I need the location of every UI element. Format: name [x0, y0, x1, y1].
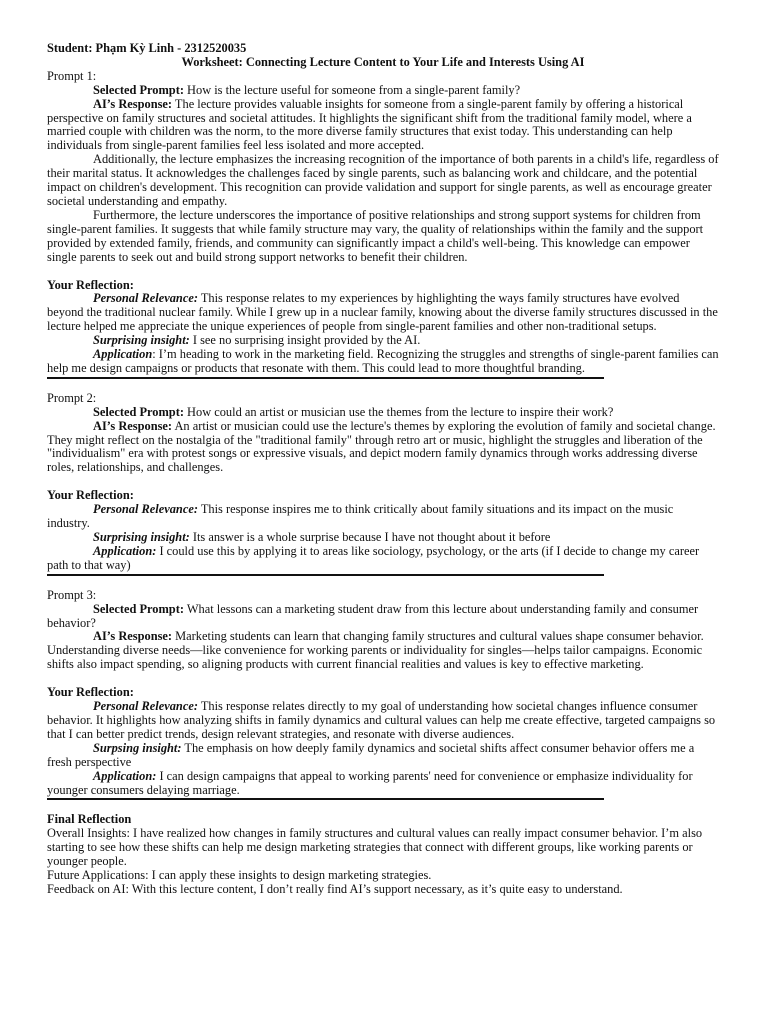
selected-prompt-label: Selected Prompt: [93, 404, 184, 419]
personal-relevance-text: This response relates to my experiences by highlighting the ways family structures have evolved beyond the traditional nuclear family. While I grew up in a nuclear family, knowing about the diverse family structures discussed in the lecture helped me appreciate the unique experiences of people from single-parent families and other non-traditional setups. [47, 291, 718, 334]
ai-response-label: AI’s Response: [93, 418, 173, 433]
ai-response [47, 630, 719, 672]
ai-response-label: AI’s Response: [93, 96, 173, 111]
feedback-on-ai: Feedback on AI: With this lecture content, I don’t really find AI’s support necessary, as it’s quite easy to understand. [47, 881, 623, 896]
application-text: I can design campaigns that appeal to working parents' need for convenience or emphasize individuality for younger consumers delaying marriage. [47, 768, 693, 797]
surprising-insight [47, 531, 719, 545]
reflection-heading: Your Reflection: [47, 277, 134, 292]
application [47, 770, 719, 798]
surprising-insight-label: Surprising insight: [93, 333, 190, 348]
prompt-section-3 [47, 589, 719, 801]
application-label: Application [93, 347, 153, 362]
selected-prompt-text: What lessons can a marketing student draw from this lecture about understanding family and consumer behavior? [47, 601, 699, 630]
ai-response-label: AI’s Response: [93, 629, 173, 644]
surprising-insight [47, 334, 719, 348]
personal-relevance [47, 503, 719, 531]
personal-relevance-label: Personal Relevance: [93, 291, 198, 306]
selected-prompt [47, 406, 719, 420]
final-reflection-heading: Final Reflection [47, 812, 132, 827]
selected-prompt-label: Selected Prompt: [93, 82, 184, 97]
prompt-heading: Prompt 1: [47, 68, 97, 83]
ai-response [47, 420, 719, 476]
selected-prompt-text: How could an artist or musician use the themes from the lecture to inspire their work? [183, 404, 614, 419]
personal-relevance-text: This response relates directly to my goal of understanding how societal changes influence consumer behavior. It highlights how analyzing shifts in family dynamics and cultural values can help me create effective, targeted campaigns so that I can better predict trends, design relevant strategies, and resonate with diverse audiences. [47, 699, 716, 741]
prompt-section-2 [47, 392, 719, 576]
ai-response [47, 98, 719, 154]
selected-prompt-label: Selected Prompt: [93, 601, 184, 616]
surprising-insight-text: The emphasis on how deeply family dynamics and societal shifts affect consumer behavior offers me a fresh perspective [47, 740, 695, 769]
prompt-heading: Prompt 3: [47, 587, 97, 602]
surprising-insight-label: Surprising insight: [93, 530, 190, 544]
personal-relevance-label: Personal Relevance: [93, 699, 198, 714]
surprising-insight-text: I see no surprising insight provided by the AI. [189, 333, 421, 348]
selected-prompt [47, 603, 719, 631]
selected-prompt [47, 84, 719, 98]
prompt-section-1 [47, 70, 719, 379]
personal-relevance [47, 292, 719, 334]
ai-response-text: Marketing students can learn that changing family structures and cultural values shape consumer behavior. Understanding diverse needs—like convenience for working parents or individuality for singles—helps tailor campaigns. Economic shifts also impact spending, so aligning products with current financial realities and values is key to effective marketing. [47, 629, 704, 672]
worksheet-title: Worksheet: Connecting Lecture Content to Your Life and Interests Using AI [181, 54, 585, 69]
application-label: Application: [93, 768, 157, 783]
prompt-heading: Prompt 2: [47, 390, 97, 405]
application [47, 545, 719, 573]
application-text: : I’m heading to work in the marketing field. Recognizing the struggles and strengths of single-parent families can help me design campaigns or products that resonate with them. This could lead to more thoughtful branding. [47, 347, 719, 375]
application [47, 348, 719, 376]
ai-response-paragraph: Additionally, the lecture emphasizes the increasing recognition of the importance of both parents in a child's life, regardless of their marital status. It acknowledges the challenges faced by single parents, such as balancing work and childcare, and the potential impact on children's development. This recognition can provide validation and support for single parents, as well as encourage greater societal understanding and empathy. [47, 152, 719, 208]
application-label: Application: [93, 543, 157, 558]
personal-relevance-label: Personal Relevance: [93, 502, 198, 517]
ai-response-text: An artist or musician could use the lecture's themes by exploring the evolution of family and societal change. They might reflect on the nostalgia of the "traditional family" through retro art or music, highlight the struggles and liberation of the "individualism" era with protest songs or expressive visuals, and depict modern family dynamics through works addressing diverse roles, relationships, and challenges. [47, 418, 716, 475]
surprising-insight-text: Its answer is a whole surprise because I have not thought about it before [189, 530, 551, 544]
ai-response-paragraph: Furthermore, the lecture underscores the importance of positive relationships and strong support systems for children from single-parent families. It suggests that while family structure may vary, the quality of relationships within the family and the support provided by extended family, friends, and community can significantly impact a child's well-being. This knowledge can empower single parents to seek out and build strong support networks to benefit their children. [47, 207, 704, 264]
student-name: Student: Phạm Kỳ Linh - 2312520035 [47, 41, 247, 55]
selected-prompt-text: How is the lecture useful for someone from a single-parent family? [183, 82, 521, 97]
ai-response-text: The lecture provides valuable insights for someone from a single-parent family by offering a historical perspective on family structures and societal attitudes. It highlights the significant shift from the traditional family model, where a married couple with children was the norm, to the more diverse family structures that exist today. This understanding can help individuals from single-parent families feel less isolated and more accepted. [47, 96, 692, 153]
personal-relevance-text: This response inspires me to think critically about family situations and its impact on the music industry. [47, 502, 674, 531]
surprising-insight [47, 742, 719, 770]
application-text: I could use this by applying it to areas like sociology, psychology, or the arts (if I decide to change my career path to that way) [47, 543, 700, 572]
reflection-heading: Your Reflection: [47, 685, 134, 700]
overall-insights: Overall Insights: I have realized how changes in family structures and cultural values can really impact consumer behavior. I’m also starting to see how these shifts can help me design marketing strategies that connect with different groups, like working parents or younger people. [47, 826, 703, 869]
future-applications: Future Applications: I can apply these insights to design marketing strategies. [47, 868, 432, 883]
worksheet-document [47, 42, 719, 897]
reflection-heading: Your Reflection: [47, 488, 134, 503]
final-reflection-section [47, 813, 719, 896]
personal-relevance [47, 700, 719, 742]
surprising-insight-label: Surpsing insight: [93, 740, 182, 755]
